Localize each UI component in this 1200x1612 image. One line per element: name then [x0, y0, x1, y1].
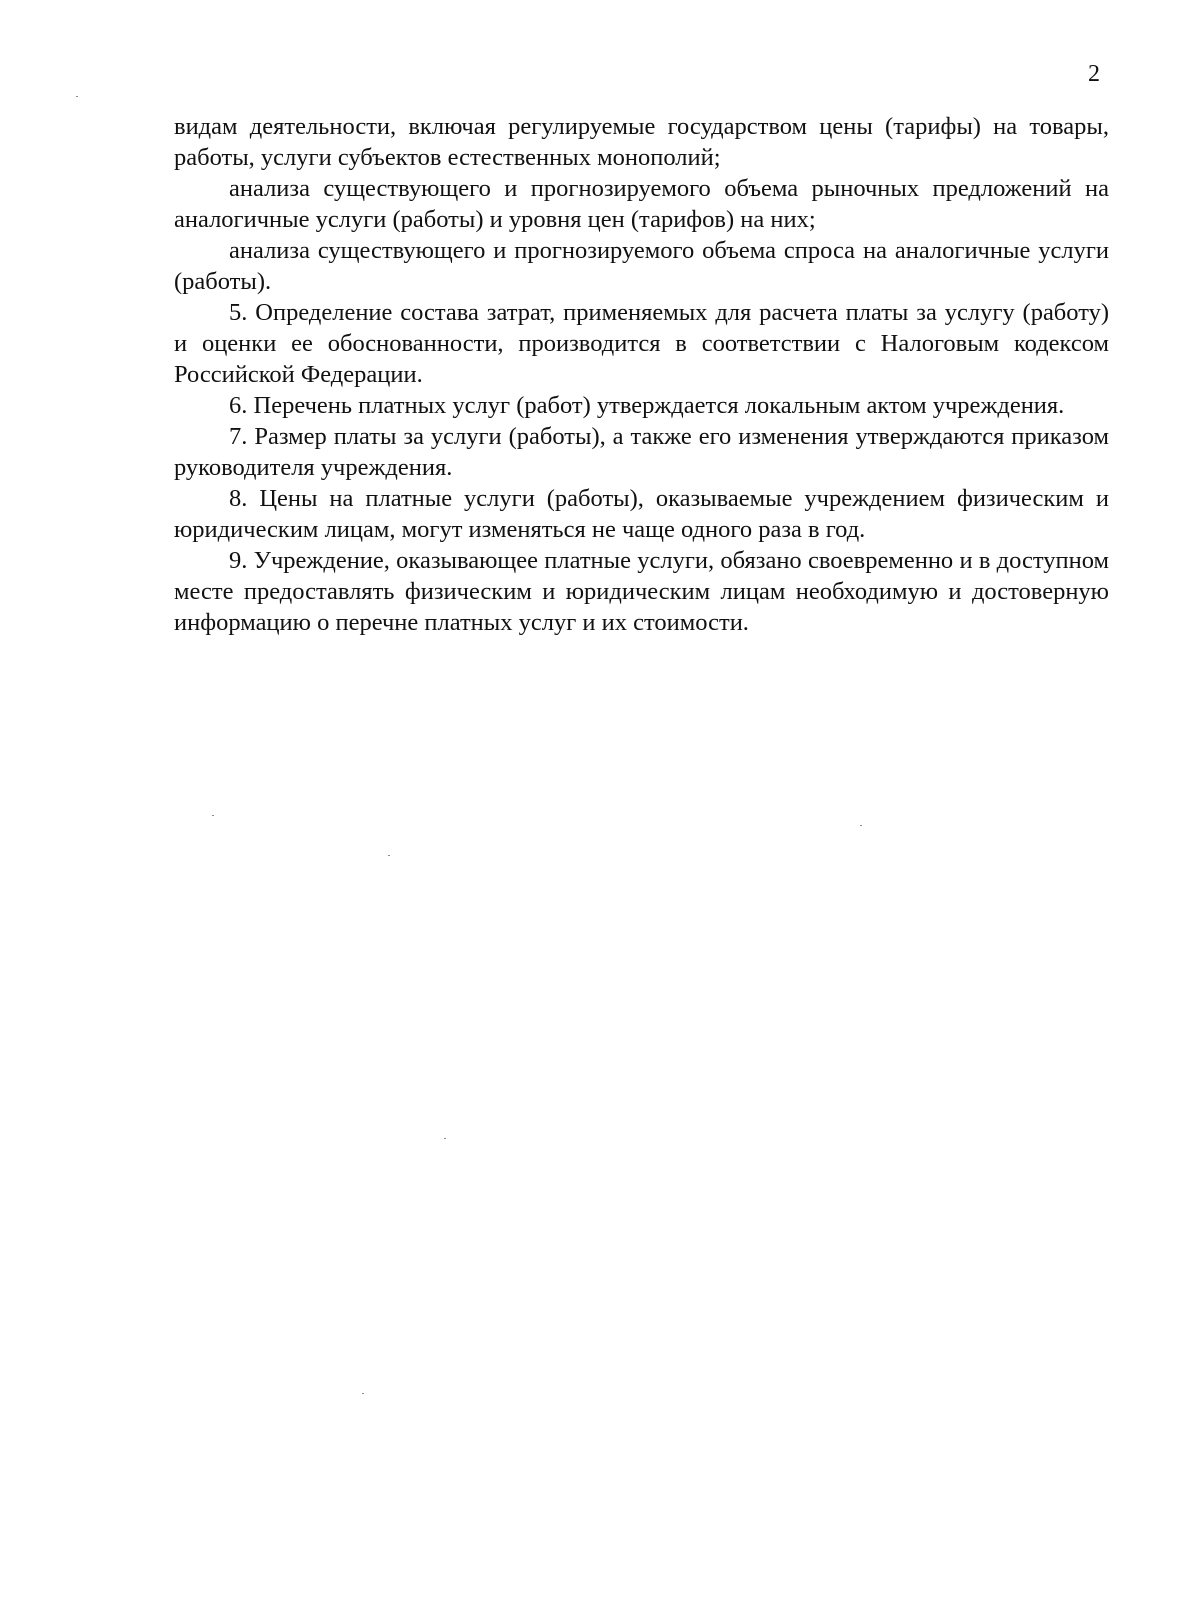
- scan-speck: [388, 855, 390, 856]
- scan-speck: [444, 1138, 446, 1139]
- paragraph-item-6: 6. Перечень платных услуг (работ) утверждается локальным актом учреждения.: [229, 392, 1065, 419]
- scan-speck: [860, 825, 862, 826]
- paragraph-item-7: 7. Размер платы за услуги (работы), а также его изменения утверждаются приказом руководителя учреждения.: [174, 423, 1109, 481]
- paragraph-item-5: 5. Определение состава затрат, применяемых для расчета платы за услугу (работу) и оценки ее обоснованности, производится в соответствии с Налоговым кодексом Российской Федерации.: [174, 299, 1109, 388]
- paragraph-demand-analysis: анализа существующего и прогнозируемого объема спроса на аналогичные услуги (работы).: [174, 237, 1109, 295]
- scan-speck: [76, 96, 78, 97]
- paragraph-item-8: 8. Цены на платные услуги (работы), оказываемые учреждением физическим и юридическим лицам, могут изменяться не чаще одного раза в год.: [174, 485, 1109, 543]
- page-number: 2: [1088, 61, 1100, 87]
- scan-speck: [362, 1393, 364, 1394]
- scan-speck: [212, 815, 214, 816]
- paragraph-item-9: 9. Учреждение, оказывающее платные услуги, обязано своевременно и в доступном месте предоставлять физическим и юридическим лицам необходимую и достоверную информацию о перечне платных услуг и их стоимости.: [174, 547, 1109, 636]
- document-body: [174, 111, 1109, 638]
- paragraph-market-offers-analysis: анализа существующего и прогнозируемого объема рыночных предложений на аналогичные услуги (работы) и уровня цен (тарифов) на них;: [174, 175, 1109, 233]
- paragraph-continuation: видам деятельности, включая регулируемые государством цены (тарифы) на товары, работы, услуги субъектов естественных монополий;: [174, 113, 1109, 171]
